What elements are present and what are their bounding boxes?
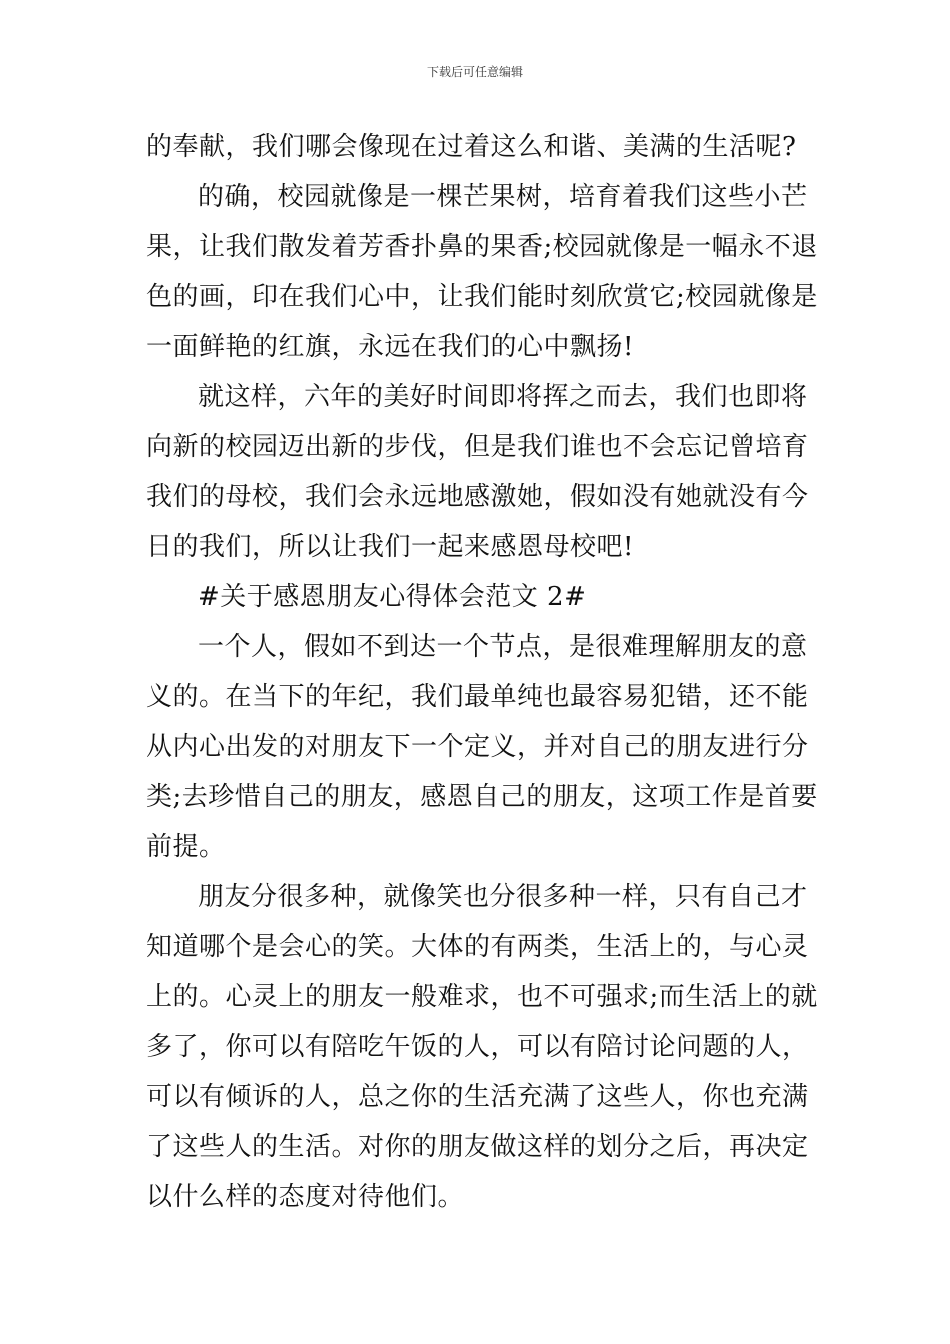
text-line: 的确，校园就像是一棵芒果树，培育着我们这些小芒 <box>198 182 808 212</box>
text-line: 上的。心灵上的朋友一般难求，也不可强求;而生活上的就 <box>146 982 818 1012</box>
text-line: 可以有倾诉的人，总之你的生活充满了这些人，你也充满 <box>146 1082 809 1112</box>
text-line: 一面鲜艳的红旗，永远在我们的心中飘扬! <box>146 332 634 362</box>
text-line: 日的我们，所以让我们一起来感恩母校吧! <box>146 532 634 562</box>
paragraph-3 <box>146 372 818 572</box>
text-line: 的奉献，我们哪会像现在过着这么和谐、美满的生活呢? <box>146 132 797 162</box>
paragraph-2 <box>146 172 818 372</box>
text-line: 我们的母校，我们会永远地感激她，假如没有她就没有今 <box>146 482 809 512</box>
text-line: 以什么样的态度对待他们。 <box>146 1182 465 1212</box>
heading-text: #关于感恩朋友心得体会范文 2# <box>198 582 587 612</box>
paragraph-1 <box>146 122 818 172</box>
paragraph-5 <box>146 872 818 1222</box>
text-line: 朋友分很多种，就像笑也分很多种一样，只有自己才 <box>198 882 808 912</box>
text-line: 一个人，假如不到达一个节点，是很难理解朋友的意 <box>198 632 808 662</box>
text-line: 义的。在当下的年纪，我们最单纯也最容易犯错，还不能 <box>146 682 809 712</box>
document-body <box>146 122 818 1222</box>
text-line: 知道哪个是会心的笑。大体的有两类，生活上的，与心灵 <box>146 932 809 962</box>
text-line: 多了，你可以有陪吃午饭的人，可以有陪讨论问题的人， <box>146 1032 809 1062</box>
text-line: 从内心出发的对朋友下一个定义，并对自己的朋友进行分 <box>146 732 809 762</box>
paragraph-4 <box>146 622 818 872</box>
text-line: 向新的校园迈出新的步伐，但是我们谁也不会忘记曾培育 <box>146 432 809 462</box>
text-line: 色的画，印在我们心中，让我们能时刻欣赏它;校园就像是 <box>146 282 818 312</box>
text-line: 前提。 <box>146 832 226 862</box>
text-line: 就这样，六年的美好时间即将挥之而去，我们也即将 <box>198 382 808 412</box>
text-line: 类;去珍惜自己的朋友，感恩自己的朋友，这项工作是首要 <box>146 782 818 812</box>
page-header: 下载后可任意编辑 <box>426 65 523 79</box>
text-line: 了这些人的生活。对你的朋友做这样的划分之后，再决定 <box>146 1132 809 1162</box>
text-line: 果，让我们散发着芳香扑鼻的果香;校园就像是一幅永不退 <box>146 232 818 262</box>
section-heading <box>146 572 818 622</box>
